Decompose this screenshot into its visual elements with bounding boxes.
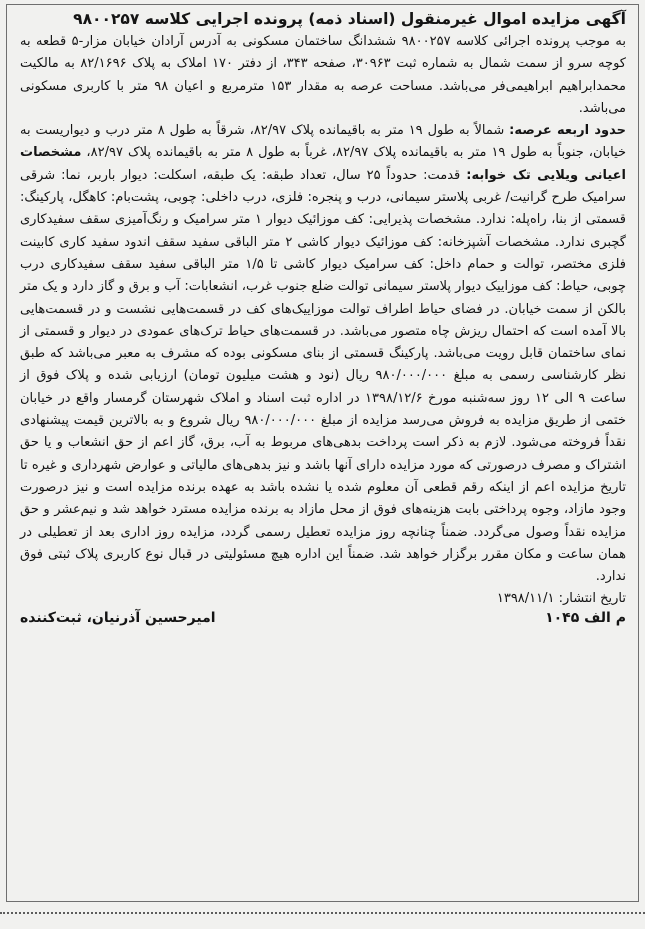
notice-body	[20, 120, 626, 588]
specs-text: قدمت: حدوداً ۲۵ سال، تعداد طبقه: یک طبقه، اسکلت: دیوار باربر، نما: شرقی سرامیک طرح گرانیت/ غربی پلاستر سیمانی، درب و پنجره: فلزی، درب داخلی: چوبی، پشت‌بام: کاهگل، پارکینگ: قسمتی از بنا، راه‌پله: ندارد. مشخصات پذیرایی: کف موزائیک دیوار ۱ متر سرامیک و رنگ‌آمیزی سقف سفیدکاری گچبری ندارد. مشخصات آشپزخانه: کف موزائیک دیوار کاشی ۲ متر الباقی سفید سقف اندود سفید کاری کابینت فلزی مختصر، توالت و حمام داخل: کف سرامیک دیوار کاشی تا ۱/۵ متر الباقی سفید سقف سفیدکاری درب چوبی، حیاط: کف موزاییک دیوار پلاستر سیمانی توالت ضلع جنوب غرب، انشعابات: آب و برق و گاز دارد و یک متر بالکن از سمت خیابان. در فضای حیاط اطراف توالت موزاییک‌های کف در قسمت‌هایی نشست و در قسمت‌هایی بالا آمده است که احتمال ریزش چاه متصور می‌باشد. در قسمت‌های حیاط ترک‌های عمودی در دیوار و قسمتی از نمای ساختمان قابل رویت می‌باشد. پارکینگ قسمتی از بنای مسکونی بوده که مشرف به معبر می‌باشد که طبق نظر کارشناسی رسمی به مبلغ ۹۸۰/۰۰۰/۰۰۰ ریال (نود و هشت میلیون تومان) ارزیابی شده و پلاک فوق از ساعت ۹ الی ۱۲ روز سه‌شنبه مورخ ۱۳۹۸/۱۲/۶ در اداره ثبت اسناد و املاک شهرستان گرمسار واقع در خیابان ختمی از طریق مزایده به فروش می‌رسد مزایده از مبلغ ۹۸۰/۰۰۰/۰۰۰ ریال شروع و به بالاترین قیمت پیشنهادی نقداً فروخته می‌شود. لازم به ذکر است پرداخت بدهی‌های مربوط به آب، برق، گاز اعم از حق انشعاب و یا حق اشتراک و مصرف درصورتی که مورد مزایده دارای آنها باشد و نیز بدهی‌های مالیاتی و عوارض شهرداری و غیره تا تاریخ مزایده اعم از اینکه رقم قطعی آن معلوم شده یا نشده باشد به عهده برنده مزایده است و نیز درصورت وجود مازاد، وجوه پرداختی بابت هزینه‌های فوق از محل مازاد به برنده مزایده مسترد خواهد شد و نیم‌عشر و حق مزایده نقداً وصول می‌گردد. ضمناً چنانچه روز مزایده تعطیل رسمی گردد، مزایده روز اداری بعد از تعطیلی در همان ساعت و مکان مقرر برگزار خواهد شد. ضمناً این اداره هیچ مسئولیتی در قبال نوع کاربری پلاک ثبتی فوق ندارد.	[20, 167, 626, 585]
ad-code: م الف ۱۰۴۵	[545, 610, 626, 627]
notice-title: آگهی مزایده اموال غیرمنقول (اسناد ذمه) پرونده اجرایی کلاسه ۹۸۰۰۲۵۷	[73, 10, 626, 28]
publish-date: تاریخ انتشار: ۱۳۹۸/۱۱/۱	[496, 591, 626, 607]
bottom-divider	[0, 912, 645, 914]
notice-content	[20, 8, 626, 626]
notice-intro: به موجب پرونده اجرائی کلاسه ۹۸۰۰۲۵۷ ششدانگ ساختمان مسکونی به آدرس آرادان خیابان مزار-۵ قطعه به کوچه سرو از سمت شمال به شماره ثبت ۳۰۹۶۳، صفحه ۳۴۳، از دفتر ۱۷۰ املاک به پلاک ۸۲/۱۶۹۶ به مالکیت محمدابراهیم ابراهیمی‌فر می‌باشد. مساحت عرصه به مقدار ۱۵۳ مترمربع و اعیان ۹۸ متر با کاربری مسکونی می‌باشد.	[20, 34, 626, 116]
bounds-text: شمالاً به طول ۱۹ متر به باقیمانده پلاک ۸۲/۹۷، شرقاً به طول ۸ متر درب و دیواریست به خیابان، جنوباً به طول ۱۹ متر به باقیمانده پلاک ۸۲/۹۷، غرباً به طول ۸ متر به باقیمانده پلاک ۸۲/۹۷،	[20, 123, 627, 161]
bounds-heading: حدود اربعه عرصه:	[509, 123, 627, 139]
signatory: امیرحسین آذرنیان، ثبت‌کننده	[20, 610, 216, 627]
signature-row	[20, 610, 626, 626]
specs-heading: مشخصات اعیانی ویلایی تک خوابه:	[20, 145, 626, 183]
